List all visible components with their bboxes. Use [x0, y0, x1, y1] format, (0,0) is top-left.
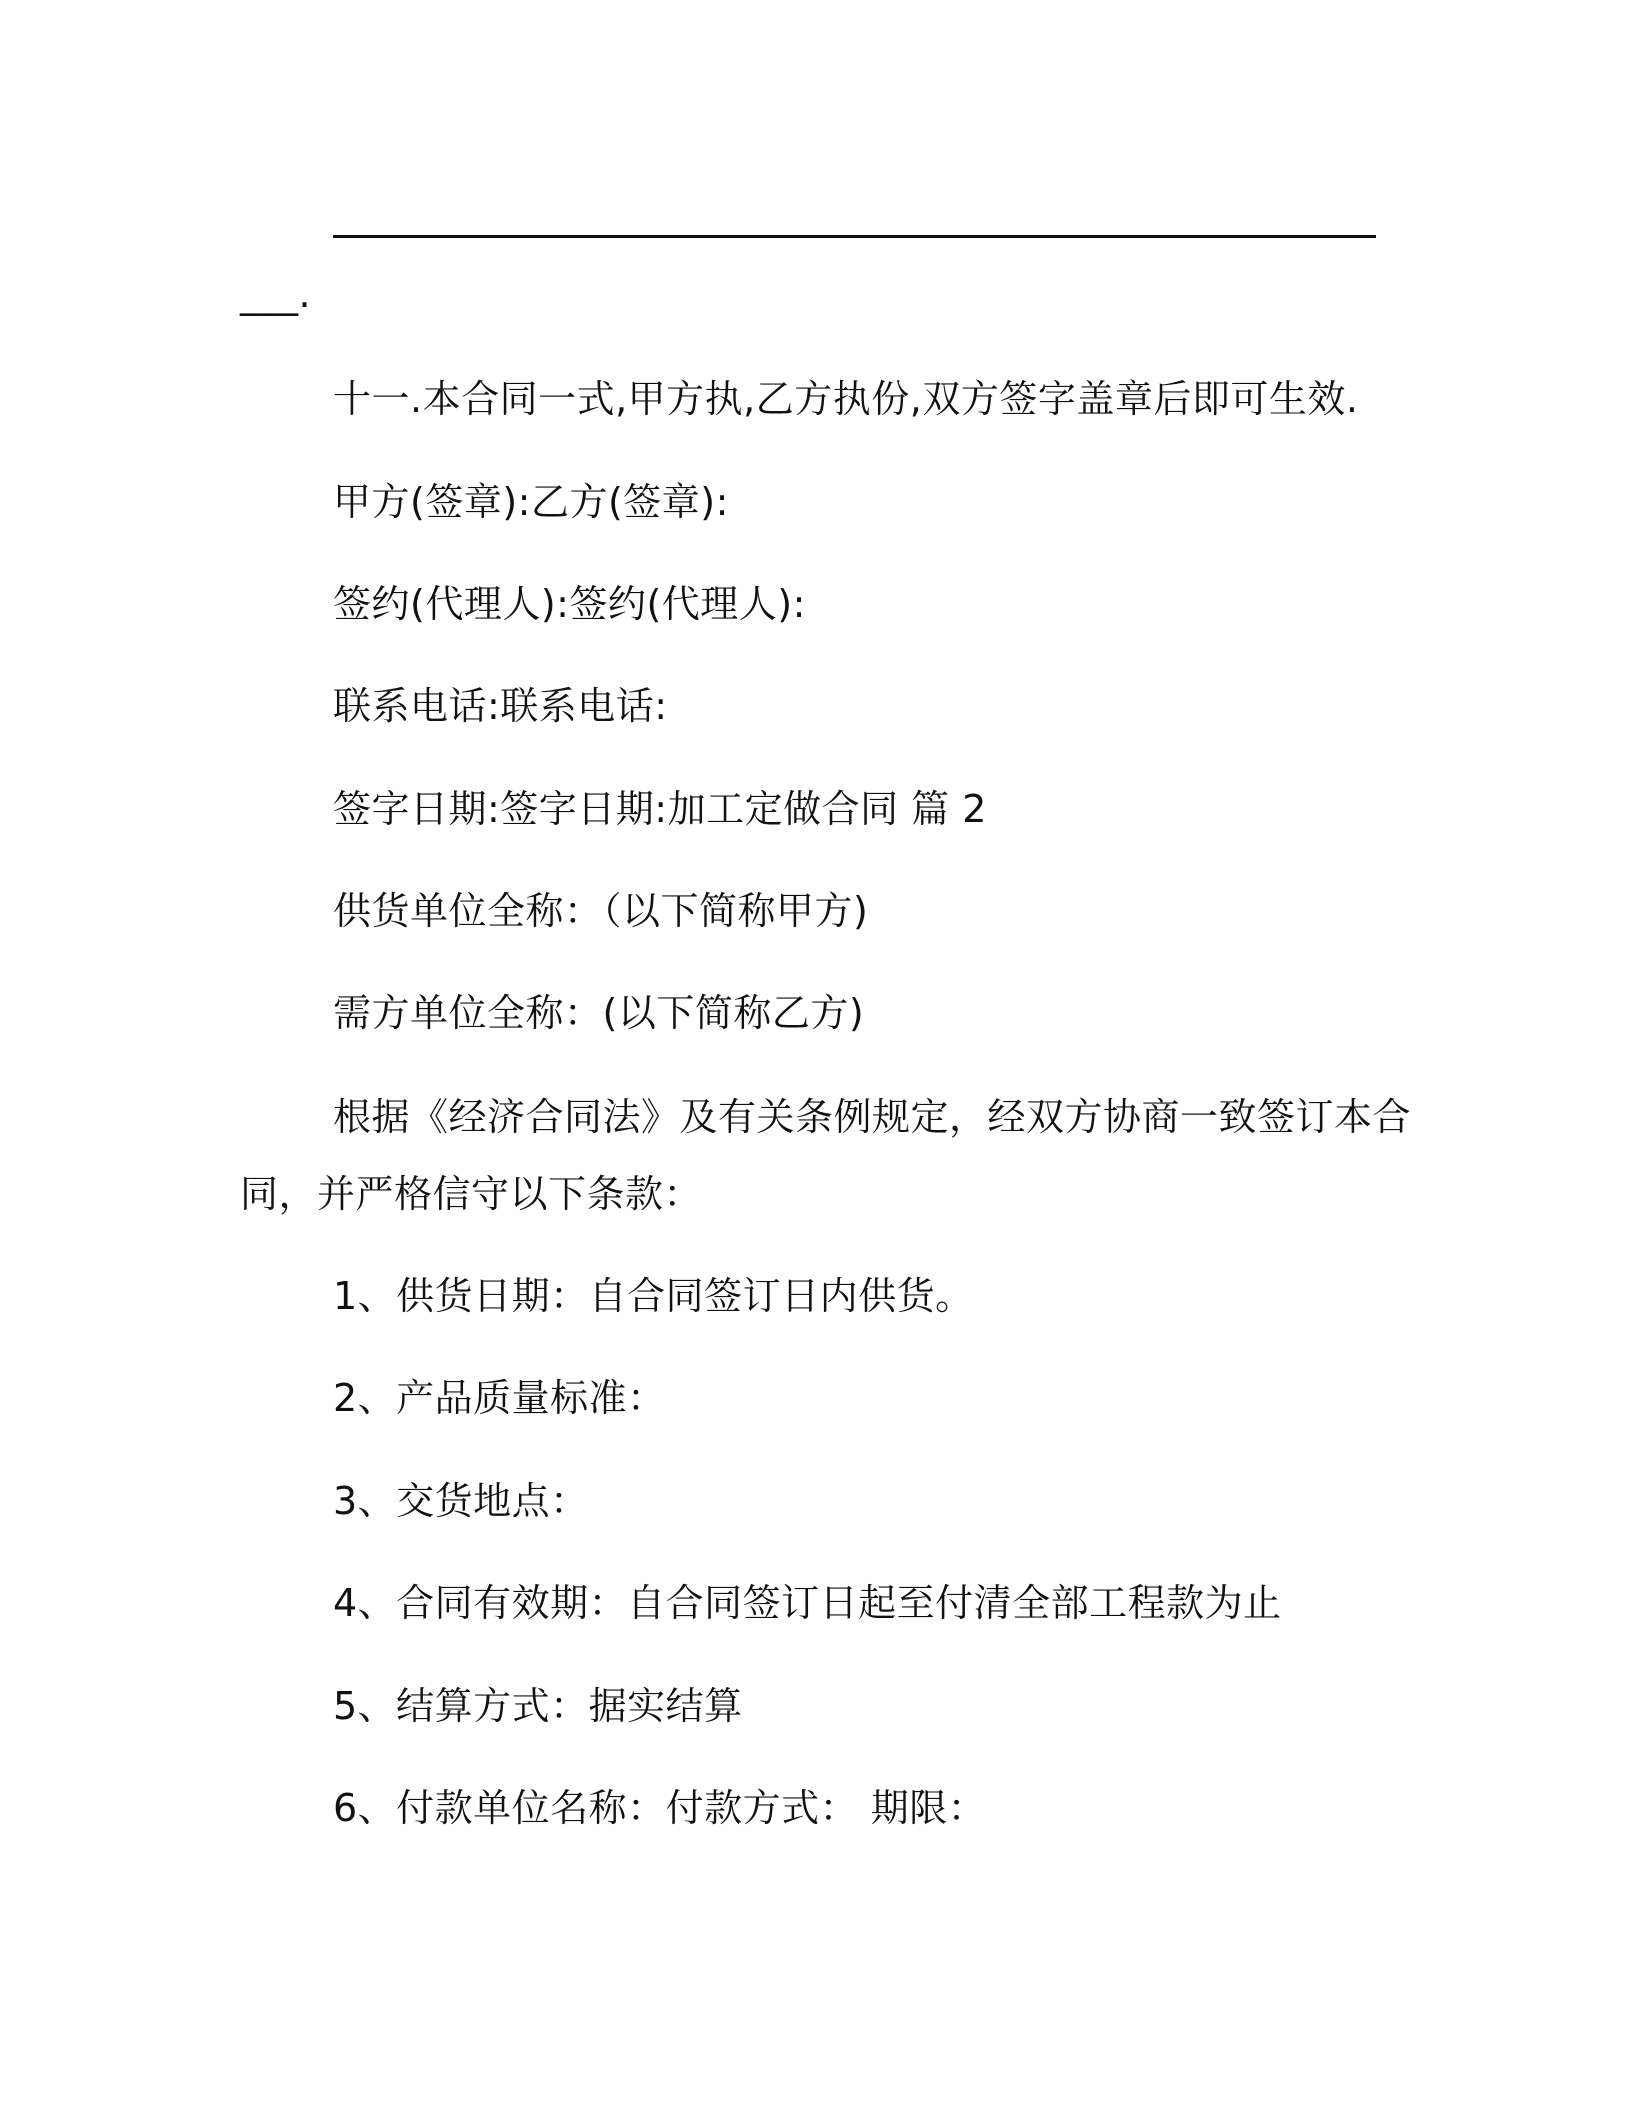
term-3-delivery: 3、交货地点： — [333, 1479, 589, 1523]
phone-line: 联系电话:联系电话: — [333, 684, 668, 728]
buyer-name-line: 需方单位全称：(以下简称乙方) — [333, 991, 865, 1035]
sign-date-line: 签字日期:签字日期:加工定做合同 篇 2 — [333, 787, 987, 831]
clause-11: 十一.本合同一式,甲方执,乙方执份,双方签字盖章后即可生效. — [333, 377, 1359, 421]
underline-tail: ___. — [240, 272, 312, 316]
term-4-validity: 4、合同有效期：自合同签订日起至付清全部工程款为止 — [333, 1581, 1282, 1625]
term-6-payment: 6、付款单位名称：付款方式： 期限： — [333, 1786, 987, 1830]
term-2-quality: 2、产品质量标准： — [333, 1376, 666, 1420]
preamble-line-1: 根据《经济合同法》及有关条例规定，经双方协商一致签订本合 — [333, 1095, 1412, 1139]
agent-line: 签约(代理人):签约(代理人): — [333, 582, 806, 626]
supplier-name-line: 供货单位全称：（以下简称甲方) — [333, 889, 869, 933]
term-1-supply-date: 1、供货日期：自合同签订日内供货。 — [333, 1274, 974, 1318]
preamble-line-2: 同，并严格信守以下条款： — [240, 1172, 703, 1216]
blank-underline — [333, 235, 1376, 238]
signature-party-line: 甲方(签章):乙方(签章): — [333, 480, 729, 524]
term-5-settlement: 5、结算方式：据实结算 — [333, 1684, 743, 1728]
